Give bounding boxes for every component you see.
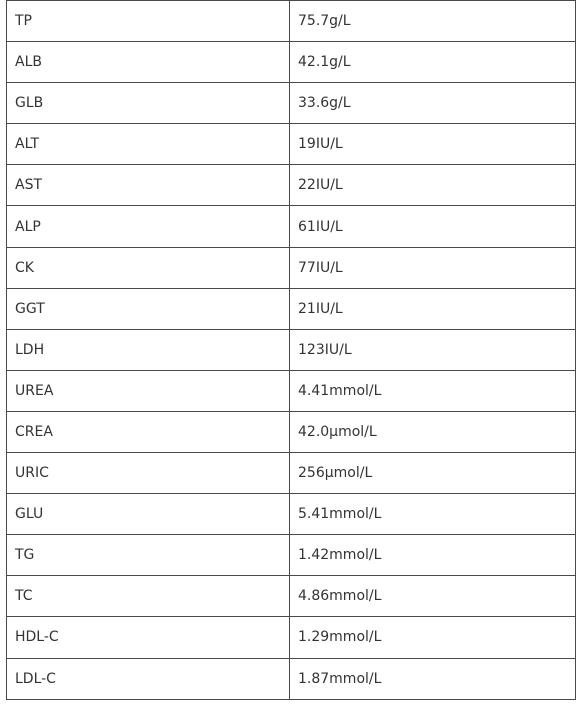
table-row [7,370,576,411]
test-value-cell: 123IU/L [290,329,576,370]
test-name-cell: ALP [7,206,290,247]
test-value-cell: 19IU/L [290,124,576,165]
test-name-cell: TG [7,535,290,576]
test-name-cell: URIC [7,453,290,494]
test-value-cell: 42.1g/L [290,42,576,83]
test-value-cell: 77IU/L [290,247,576,288]
table-row [7,494,576,535]
table-row [7,329,576,370]
lab-results-table [6,0,576,700]
lab-results-body [7,1,576,700]
test-name-cell: LDL-C [7,658,290,699]
test-value-cell: 256μmol/L [290,453,576,494]
table-row [7,247,576,288]
table-row [7,411,576,452]
table-row [7,535,576,576]
test-name-cell: LDH [7,329,290,370]
table-row [7,42,576,83]
table-row [7,617,576,658]
table-row [7,165,576,206]
table-row [7,576,576,617]
table-row [7,124,576,165]
table-row [7,206,576,247]
test-value-cell: 22IU/L [290,165,576,206]
test-name-cell: ALT [7,124,290,165]
test-name-cell: TP [7,1,290,42]
test-name-cell: GLU [7,494,290,535]
test-value-cell: 61IU/L [290,206,576,247]
test-value-cell: 42.0μmol/L [290,411,576,452]
test-value-cell: 21IU/L [290,288,576,329]
test-name-cell: ALB [7,42,290,83]
test-name-cell: UREA [7,370,290,411]
table-row [7,658,576,699]
test-name-cell: TC [7,576,290,617]
test-value-cell: 1.29mmol/L [290,617,576,658]
test-value-cell: 75.7g/L [290,1,576,42]
test-name-cell: GGT [7,288,290,329]
table-row [7,1,576,42]
test-name-cell: GLB [7,83,290,124]
test-name-cell: HDL-C [7,617,290,658]
test-name-cell: CREA [7,411,290,452]
test-value-cell: 5.41mmol/L [290,494,576,535]
test-value-cell: 1.87mmol/L [290,658,576,699]
test-value-cell: 33.6g/L [290,83,576,124]
test-value-cell: 4.86mmol/L [290,576,576,617]
test-value-cell: 1.42mmol/L [290,535,576,576]
test-value-cell: 4.41mmol/L [290,370,576,411]
table-row [7,453,576,494]
test-name-cell: CK [7,247,290,288]
test-name-cell: AST [7,165,290,206]
table-row [7,288,576,329]
table-row [7,83,576,124]
